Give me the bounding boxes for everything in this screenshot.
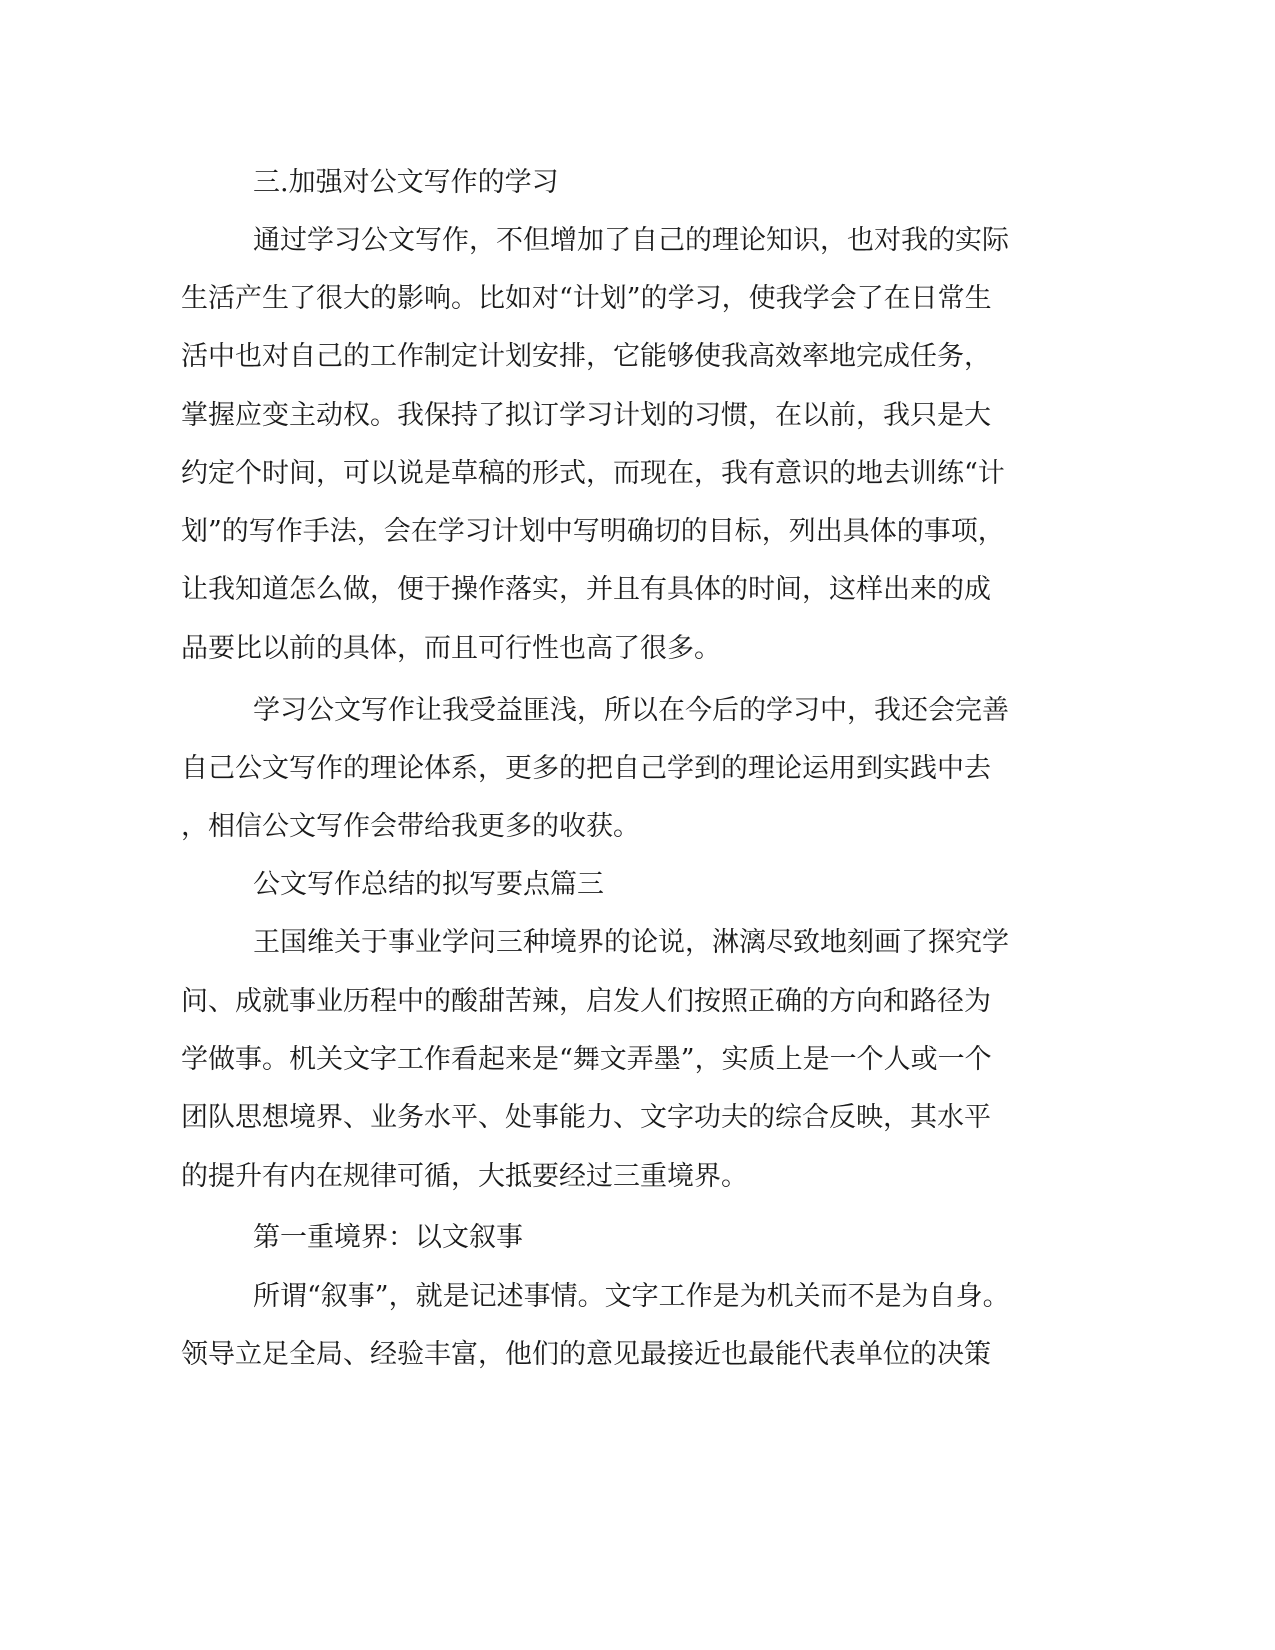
- paragraph-line: 学做事。机关文字工作看起来是“舞文弄墨”，实质上是一个人或一个: [181, 1044, 992, 1075]
- paragraph-line: 问、成就事业历程中的酸甜苦辣，启发人们按照正确的方向和路径为: [181, 986, 991, 1017]
- paragraph-line: 约定个时间，可以说是草稿的形式，而现在，我有意识的地去训练“计: [181, 458, 1005, 489]
- paragraph-line: 掌握应变主动权。我保持了拟订学习计划的习惯，在以前，我只是大: [181, 400, 991, 431]
- paragraph-line: 领导立足全局、经验丰富，他们的意见最接近也最能代表单位的决策: [181, 1339, 991, 1370]
- paragraph-line: 王国维关于事业学问三种境界的论说，淋漓尽致地刻画了探究学: [253, 927, 1009, 958]
- paragraph-line: 活中也对自己的工作制定计划安排，它能够使我高效率地完成任务，: [181, 341, 991, 372]
- section-heading-first-realm: 第一重境界：以文叙事: [253, 1222, 523, 1253]
- paragraph-line: 品要比以前的具体，而且可行性也高了很多。: [181, 633, 721, 664]
- paragraph-line: ，相信公文写作会带给我更多的收获。: [181, 811, 640, 842]
- paragraph-line: 所谓“叙事”，就是记述事情。文字工作是为机关而不是为自身。: [253, 1281, 1010, 1312]
- paragraph-line: 学习公文写作让我受益匪浅，所以在今后的学习中，我还会完善: [253, 695, 1009, 726]
- paragraph-line: 让我知道怎么做，便于操作落实，并且有具体的时间，这样出来的成: [181, 574, 991, 605]
- paragraph-line: 通过学习公文写作，不但增加了自己的理论知识，也对我的实际: [253, 225, 1009, 256]
- paragraph-line: 划”的写作手法，会在学习计划中写明确切的目标，列出具体的事项，: [181, 516, 1005, 547]
- paragraph-line: 生活产生了很大的影响。比如对“计划”的学习，使我学会了在日常生: [181, 283, 992, 314]
- paragraph-line: 自己公文写作的理论体系，更多的把自己学到的理论运用到实践中去: [181, 753, 991, 784]
- paragraph-line: 团队思想境界、业务水平、处事能力、文字功夫的综合反映，其水平: [181, 1102, 991, 1133]
- paragraph-line: 的提升有内在规律可循，大抵要经过三重境界。: [181, 1161, 748, 1192]
- article-heading-part-three: 公文写作总结的拟写要点篇三: [253, 869, 604, 900]
- section-heading-learning: 三.加强对公文写作的学习: [253, 167, 559, 198]
